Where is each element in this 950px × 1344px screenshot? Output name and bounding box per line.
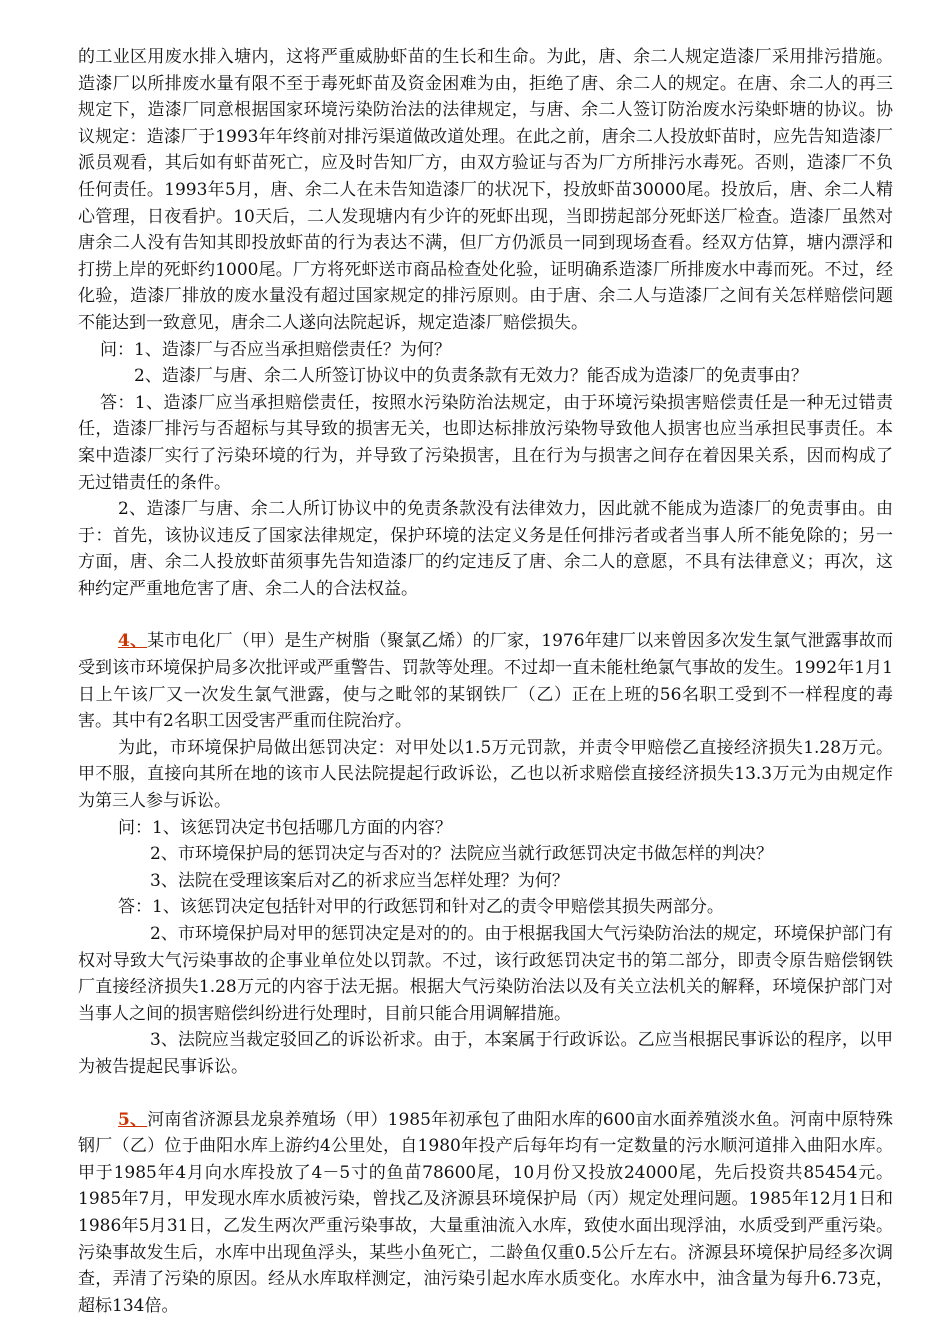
case4-question-1: 问：1、该惩罚决定书包括哪几方面的内容？ <box>118 817 452 838</box>
case4-facts <box>78 628 893 734</box>
case3-question-2: 2、造漆厂与唐、余二人所签订协议中的负责条款有无效力？能否成为造漆厂的免责事由？ <box>134 366 808 387</box>
case4-answer-1: 答：1、该惩罚决定包括针对甲的行政惩罚和针对乙的责令甲赔偿其损失两部分。 <box>118 897 724 918</box>
case5-facts <box>78 1107 893 1320</box>
case3-question-1: 问：1、造漆厂与否应当承担赔偿责任？为何？ <box>100 339 451 360</box>
section-gap <box>78 1081 893 1107</box>
case5-number: 5、 <box>118 1109 148 1130</box>
case4-facts-2: 为此，市环境保护局做出惩罚决定：对甲处以1.5万元罚款，并责令甲赔偿乙直接经济损失1.28万元。甲不服，直接向其所在地的该市人民法院提起行政诉讼，乙也以祈求赔偿直接经济损失13.3万元为由规定作为第三人参与诉讼。 <box>78 737 893 812</box>
case4-answer-2: 2、市环境保护局对甲的惩罚决定是对的的。由于根据我国大气污染防治法的规定，环境保护部门有权对导致大气污染事故的企事业单位处以罚款。不过，该行政惩罚决定书的第二部分，即责令原告赔偿钢铁厂直接经济损失1.28万元的内容于法无据。根据大气污染防治法以及有关立法机关的解释，环境保护部门对当事人之间的损害赔偿纠纷进行处理时，目前只能合用调解措施。 <box>78 924 893 1024</box>
case4-answer-3: 3、法院应当裁定驳回乙的诉讼祈求。由于，本案属于行政诉讼。乙应当根据民事诉讼的程序，以甲为被告提起民事诉讼。 <box>78 1030 893 1077</box>
section-gap <box>78 602 893 628</box>
case4-number: 4、 <box>118 631 148 652</box>
case4-facts-text: 某市电化厂（甲）是生产树脂（聚氯乙烯）的厂家，1976年建厂以来曾因多次发生氯气泄露事故而受到该市环境保护局多次批评或严重警告、罚款等处理。不过却一直未能杜绝氯气事故的发生。1992年1月1日上午该厂又一次发生氯气泄露，使与之毗邻的某钢铁厂（乙）正在上班的56名职工受到不一样程度的毒害。其中有2名职工因受害严重而住院治疗。 <box>78 631 893 732</box>
case4-question-2: 2、市环境保护局的惩罚决定与否对的？法院应当就行政惩罚决定书做怎样的判决？ <box>150 844 773 865</box>
case3-answer-2: 2、造漆厂与唐、余二人所订协议中的免责条款没有法律效力，因此就不能成为造漆厂的免责事由。由于：首先，该协议违反了国家法律规定，保护环境的法定义务是任何排污者或者当事人所不能免除的；另一方面，唐、余二人投放虾苗须事先告知造漆厂的约定违反了唐、余二人的意愿，不具有法律意义；再次，这种约定严重地危害了唐、余二人的合法权益。 <box>78 499 893 599</box>
case4-question-3: 3、法院在受理该案后对乙的祈求应当怎样处理？为何？ <box>150 870 569 891</box>
case3-answer-1: 答：1、造漆厂应当承担赔偿责任，按照水污染防治法规定，由于环境污染损害赔偿责任是一种无过错责任，造漆厂排污与否超标与其导致的损害无关，也即达标排放污染物导致他人损害也应当承担民事责任。本案中造漆厂实行了污染环境的行为，并导致了污染损害，且在行为与损害之间存在着因果关系，因而构成了无过错责任的条件。 <box>78 392 893 493</box>
case5-facts-text: 河南省济源县龙泉养殖场（甲）1985年初承包了曲阳水库的600亩水面养殖淡水鱼。河南中原特殊钢厂（乙）位于曲阳水库上游约4公里处，自1980年投产后每年均有一定数量的污水顺河道排入曲阳水库。甲于1985年4月向水库投放了4－5寸的鱼苗78600尾，10月份又投放24000尾，先后投资共85454元。1985年7月，甲发现水库水质被污染，曾找乙及济源县环境保护局（丙）规定处理问题。1985年12月1日和1986年5月31日，乙发生两次严重污染事故，大量重油流入水库，致使水面出现浮油，水质受到严重污染。污染事故发生后，水库中出现鱼浮头，某些小鱼死亡，二龄鱼仅重0.5公斤左右。济源县环境保护局经多次调查，弄清了污染的原因。经从水库取样测定，油污染引起水库水质变化。水库水中，油含量为每升6.73克，超标134倍。 <box>78 1109 893 1316</box>
document-page <box>78 44 893 1319</box>
case3-facts: 的工业区用废水排入塘内，这将严重威胁虾苗的生长和生命。为此，唐、余二人规定造漆厂采用排污措施。造漆厂以所排废水量有限不至于毒死虾苗及资金困难为由，拒绝了唐、余二人的规定。在唐、余二人的再三规定下，造漆厂同意根据国家环境污染防治法的法律规定，与唐、余二人签订防治废水污染虾塘的协议。协议规定：造漆厂于1993年年终前对排污渠道做改道处理。在此之前，唐余二人投放虾苗时，应先告知造漆厂派员观看，其后如有虾苗死亡，应及时告知厂方，由双方验证与否为厂方所排污水毒死。否则，造漆厂不负任何责任。1993年5月，唐、余二人在未告知造漆厂的状况下，投放虾苗30000尾。投放后，唐、余二人精心管理，日夜看护。10天后，二人发现塘内有少许的死虾出现，当即捞起部分死虾送厂检查。造漆厂虽然对唐余二人没有告知其即投放虾苗的行为表达不满，但厂方仍派员一同到现场查看。经双方估算，塘内漂浮和打捞上岸的死虾约1000尾。厂方将死虾送市商品检查处化验，证明确系造漆厂所排废水中毒而死。不过，经化验，造漆厂排放的废水量没有超过国家规定的排污原则。由于唐、余二人与造漆厂之间有关怎样赔偿问题不能达到一致意见，唐余二人遂向法院起诉，规定造漆厂赔偿损失。 <box>78 47 893 333</box>
